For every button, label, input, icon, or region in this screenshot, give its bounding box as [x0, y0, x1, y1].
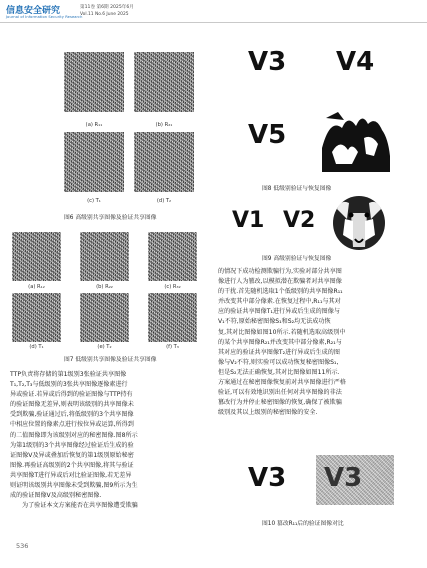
tampered-v3-text: V3: [324, 463, 363, 493]
text-line: 成的验证图像V及高级别秘密图像.: [10, 492, 102, 500]
text-line: 的干扰.首先随机选取1个低级别的共享图像R₁₁: [218, 288, 343, 296]
share-image-r32: [148, 232, 197, 281]
fig7-label-a: (a) R₁₂: [28, 284, 45, 290]
text-line: 验证,可以有效地识别出任何对共享图像的非法: [218, 389, 342, 397]
fig9-caption: 图9 高级别验证与恢复图像: [262, 256, 332, 262]
volume-info-cn: 第11卷 第6期 2025年6月: [80, 5, 134, 10]
verify-image-t3-low: [148, 293, 197, 342]
text-line: 则证明该级别共享图像未受到欺骗,图9所示为生: [10, 482, 138, 490]
share-image-r11: [64, 52, 124, 112]
text-line: 并改变其中部分像素.在恢复过程中,R₁₁与其对: [218, 298, 341, 306]
text-line: 中相应位置的像素点进行按位异或运算,所得到: [10, 421, 134, 429]
text-line: 受到欺骗,验证通过后,将低级别的3个共享图像: [10, 411, 134, 419]
verify-image-t1-low: [12, 293, 61, 342]
text-line: 像进行人为篡改,以模拟潜在欺骗者对共享图像: [218, 278, 342, 286]
share-image-r21: [134, 52, 194, 112]
left-body-text: [10, 370, 206, 511]
verify-image-v4: V4: [336, 47, 375, 77]
text-line: 但是S₂无法正确恢复,其对比图像如图11所示.: [218, 368, 340, 376]
fig6-label-d: (d) T₂: [156, 198, 172, 204]
share-image-r22: [80, 232, 129, 281]
text-line: 其对应的验证共享图像T₂进行异或后生成的图: [218, 348, 340, 356]
text-line: 为第1级别的3个共享图像经过验证后生成的验: [10, 441, 134, 449]
fig8-caption: 图8 低级别验证与恢复图像: [262, 186, 332, 192]
text-line: TTP负责将存储的第1级别3张验证共享图像: [10, 371, 127, 378]
page-number: 536: [16, 542, 29, 550]
verify-image-t2-low: [80, 293, 129, 342]
text-line: 的情况下成功检测欺骗行为,实验对部分共享图: [218, 268, 342, 275]
text-line: 为了验证本文方案能否在共享图像遭受欺骗: [22, 502, 138, 510]
text-line: 的某个共享图像R₂₁并改变其中部分像素,R₂₁与: [218, 338, 342, 346]
fig7-label-f: (f) T₃: [166, 344, 179, 350]
fig7-label-c: (c) R₃₂: [164, 284, 181, 290]
recovered-secret-image-1: [322, 108, 390, 172]
verify-image-v5: V5: [248, 120, 287, 150]
fig6-caption: 图6 高级别共享图像及验证共享图像: [64, 215, 157, 221]
journal-title: 信息安全研究: [6, 6, 61, 16]
text-line: V₁不符,原始秘密图像S₁和S₂均无法成功恢: [218, 318, 331, 326]
text-line: 级别及其以上级别的秘密图像的安全.: [218, 409, 318, 417]
text-line: 复,其对比图像如图10所示.若随机选取高级别中: [218, 328, 346, 336]
fig6-label-a: (a) R₁₁: [85, 122, 103, 128]
text-line: 像与V₂不符,则实验可以成功恢复秘密图像S₁,: [218, 358, 339, 366]
fig6-label-c: (c) T₁: [87, 198, 101, 204]
text-line: 应的验证共享图像T₁进行异或后生成的图像与: [218, 308, 340, 316]
verify-image-v3: V3: [248, 47, 287, 77]
share-image-r12: [12, 232, 61, 281]
text-line: 证图像V及异或叠加后恢复的第1级别原始秘密: [10, 451, 134, 459]
text-line: 图像.再验证高级别的2个共享图像,将其与验证: [10, 461, 134, 469]
fig7-label-d: (d) T₁: [29, 344, 44, 350]
text-line: 异或验证.若异或后得到的验证图像与TTP持有: [10, 391, 133, 399]
recovered-secret-mandrill: [331, 195, 387, 251]
verify-image-v3-tampered: [316, 455, 394, 505]
text-line: 方案通过在秘密图像恢复前对共享图像进行严格: [218, 379, 346, 387]
verify-image-t2: [134, 132, 194, 192]
fig7-label-e: (e) T₂: [97, 344, 112, 350]
fig7-caption: 图7 低级别共享图像及验证共享图像: [64, 357, 157, 363]
journal-subtitle: Journal of Information Security Research: [6, 15, 83, 19]
fig7-label-b: (b) R₂₂: [96, 284, 113, 290]
verify-image-v2: V2: [283, 208, 316, 233]
fig6-label-b: (b) R₂₁: [155, 122, 173, 128]
verify-image-v3-original: V3: [248, 463, 287, 493]
text-line: 篡改行为并停止秘密图像的恢复,确保了被欺骗: [218, 399, 342, 407]
text-line: 的二值图像即为该级别对应的秘密图像.图8所示: [10, 431, 138, 439]
text-line: 的验证图像无差异,则表明该级别的共享图像未: [10, 401, 134, 409]
header-divider: [0, 22, 427, 23]
verify-image-v1: V1: [232, 208, 265, 233]
text-line: T₁,T₂,T₃与低级别的3张共享图像逐像素进行: [10, 381, 128, 389]
verify-image-t1: [64, 132, 124, 192]
fig10-caption: 图10 篡改R₁₁后的验证图像对比: [262, 521, 344, 527]
right-body-text: [218, 267, 418, 418]
volume-info-en: Vol.11 No.6 June 2025: [80, 12, 129, 17]
text-line: 共享图像T进行异或后对比验证图像,若无差异: [10, 471, 132, 479]
